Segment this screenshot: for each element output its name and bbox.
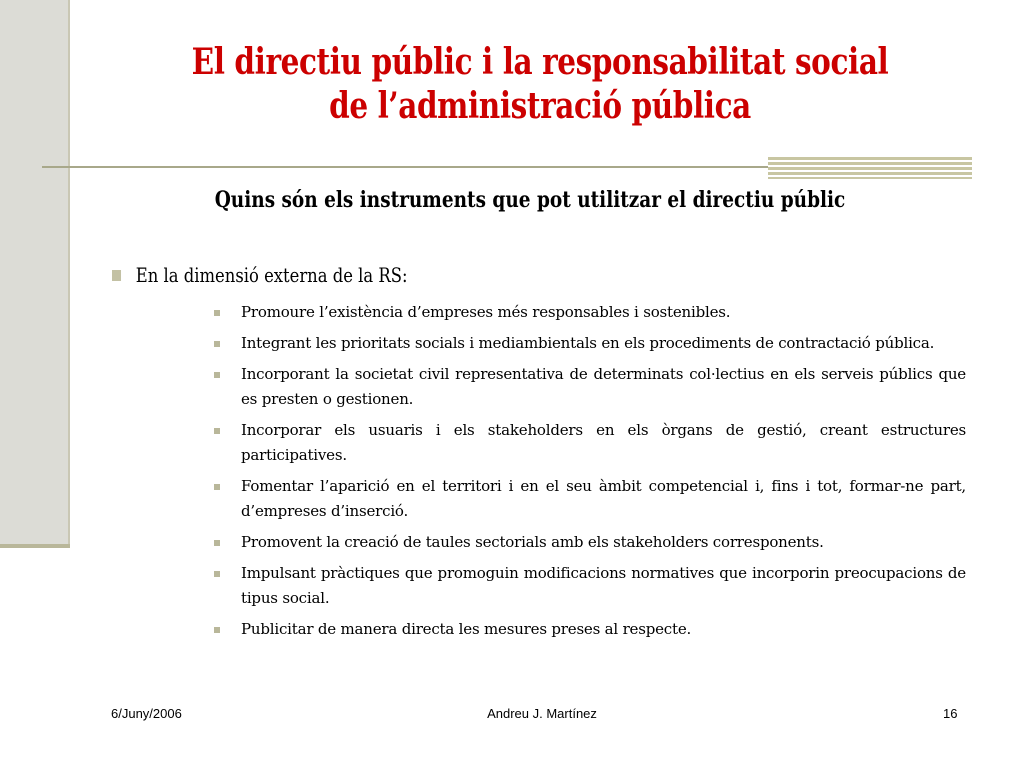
- list-item-text: Fomentar l’aparició en el territori i en el seu àmbit competencial i, fins i tot, formar-ne part, d’empreses d’inserció.: [241, 477, 966, 520]
- sidebar-edge: [68, 0, 70, 548]
- list-item-text: Impulsant pràctiques que promoguin modificacions normatives que incorporin preocupacions de tipus social.: [241, 564, 966, 607]
- slide-title: El directiu públic i la responsabilitat social de l’administració pública: [191, 41, 889, 127]
- list-item-text: Incorporar els usuaris i els stakeholders en els òrgans de gestió, creant estructures participatives.: [241, 421, 966, 464]
- sidebar-decoration: [0, 0, 68, 546]
- small-square-bullet-icon: [214, 372, 220, 378]
- list-item-text: Publicitar de manera directa les mesures preses al respecte.: [241, 620, 692, 638]
- small-square-bullet-icon: [214, 484, 220, 490]
- bullet-list: [214, 300, 966, 648]
- list-item: [214, 300, 966, 325]
- list-item: [214, 418, 966, 468]
- list-item: [214, 362, 966, 412]
- divider-accent: [768, 157, 972, 179]
- list-item: [214, 331, 966, 356]
- list-item-text: Promoure l’existència d’empreses més responsables i sostenibles.: [241, 303, 731, 321]
- list-item: [214, 530, 966, 555]
- small-square-bullet-icon: [214, 627, 220, 633]
- list-item-text: Integrant les prioritats socials i mediambientals en els procediments de contractació pública.: [241, 334, 935, 352]
- small-square-bullet-icon: [214, 310, 220, 316]
- slide-subtitle: Quins són els instruments que pot utilitzar el directiu públic: [214, 187, 846, 213]
- list-item: [214, 561, 966, 611]
- footer-date: 6/Juny/2006: [111, 706, 182, 721]
- list-item: [214, 474, 966, 524]
- sidebar-shadow: [0, 544, 70, 548]
- small-square-bullet-icon: [214, 540, 220, 546]
- small-square-bullet-icon: [214, 428, 220, 434]
- square-bullet-icon: [112, 270, 121, 281]
- level1-item: [112, 263, 407, 287]
- small-square-bullet-icon: [214, 341, 220, 347]
- page-number: 16: [943, 706, 958, 721]
- list-item: [214, 617, 966, 642]
- footer-author: Andreu J. Martínez: [487, 706, 597, 721]
- list-item-text: Incorporant la societat civil representativa de determinats col·lectius en els serveis públics que es presten o gestionen.: [241, 365, 966, 408]
- list-item-text: Promovent la creació de taules sectorials amb els stakeholders corresponents.: [241, 533, 824, 551]
- level1-text: En la dimensió externa de la RS:: [135, 263, 408, 287]
- small-square-bullet-icon: [214, 571, 220, 577]
